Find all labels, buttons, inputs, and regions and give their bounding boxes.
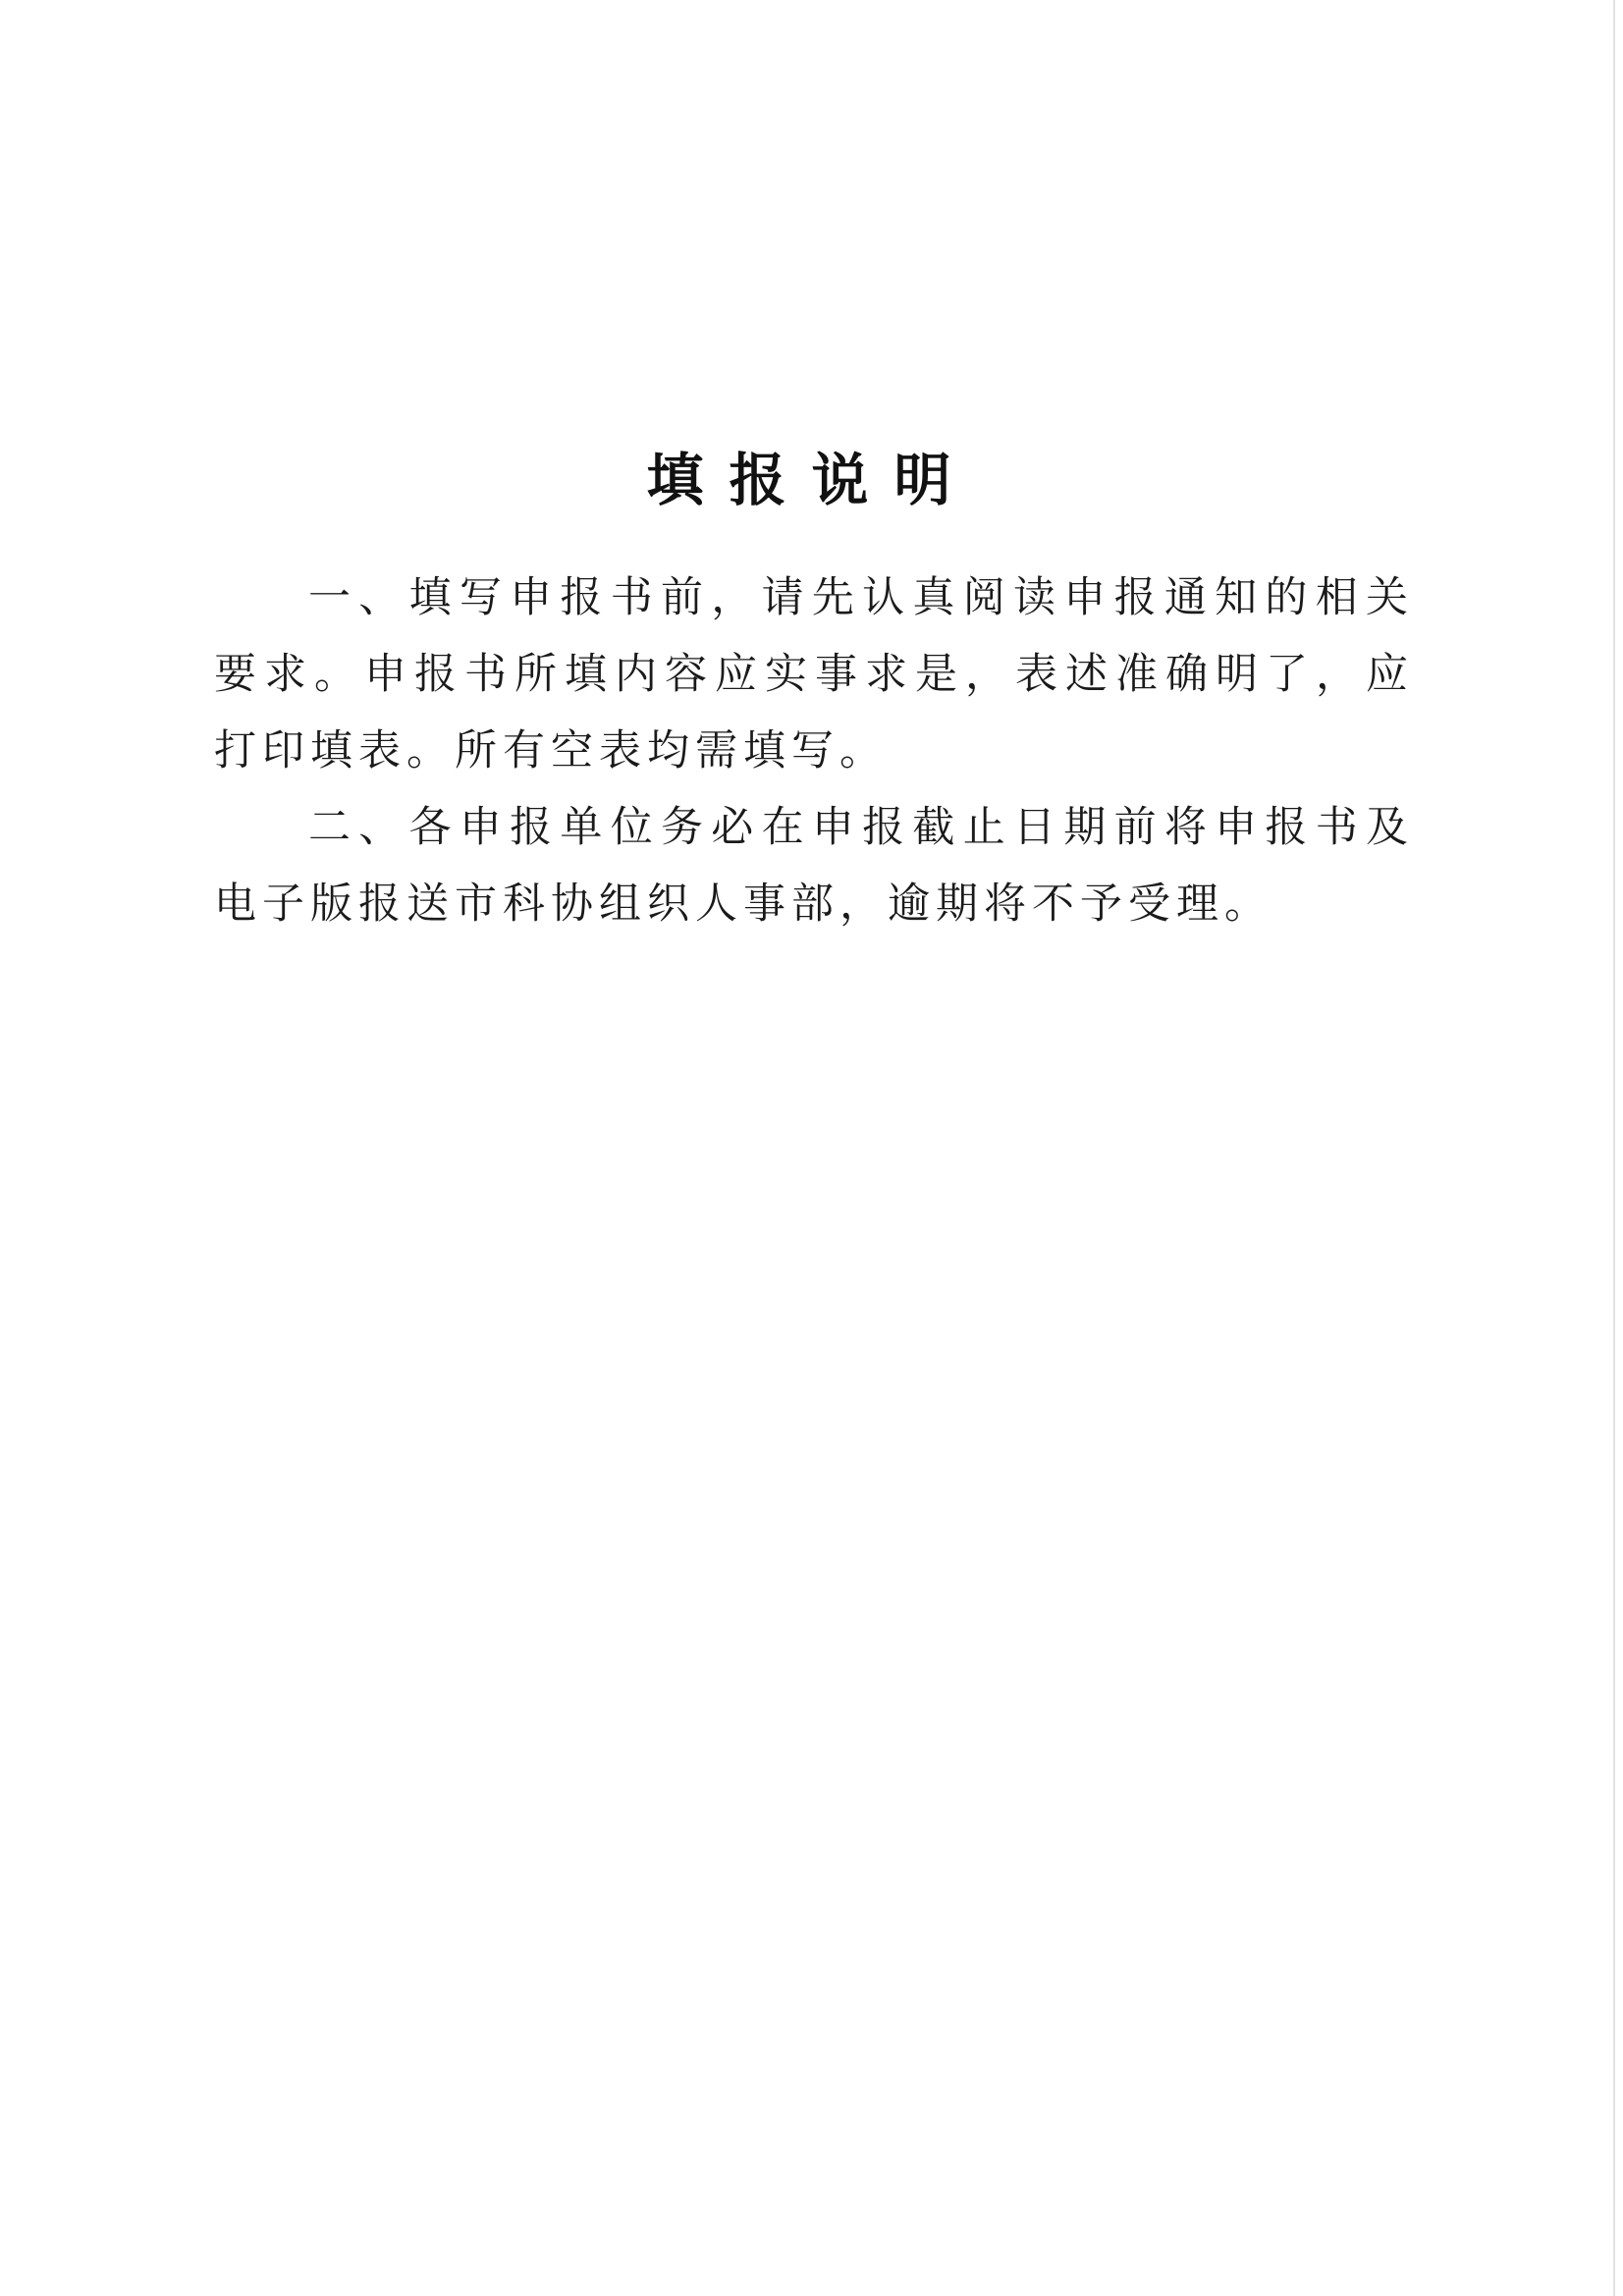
- page-title: 填报说明: [646, 446, 977, 513]
- instruction-paragraph-2: 二、各申报单位务必在申报截止日期前将申报书及电子版报送市科协组织人事部，逾期将不予受理。: [214, 803, 1414, 929]
- scan-edge-line: [1613, 0, 1615, 2296]
- instructions-body: [214, 560, 1414, 942]
- instruction-paragraph-1: 一、填写申报书前，请先认真阅读申报通知的相关要求。申报书所填内容应实事求是，表述准确明了，应打印填表。所有空表均需填写。: [214, 573, 1414, 775]
